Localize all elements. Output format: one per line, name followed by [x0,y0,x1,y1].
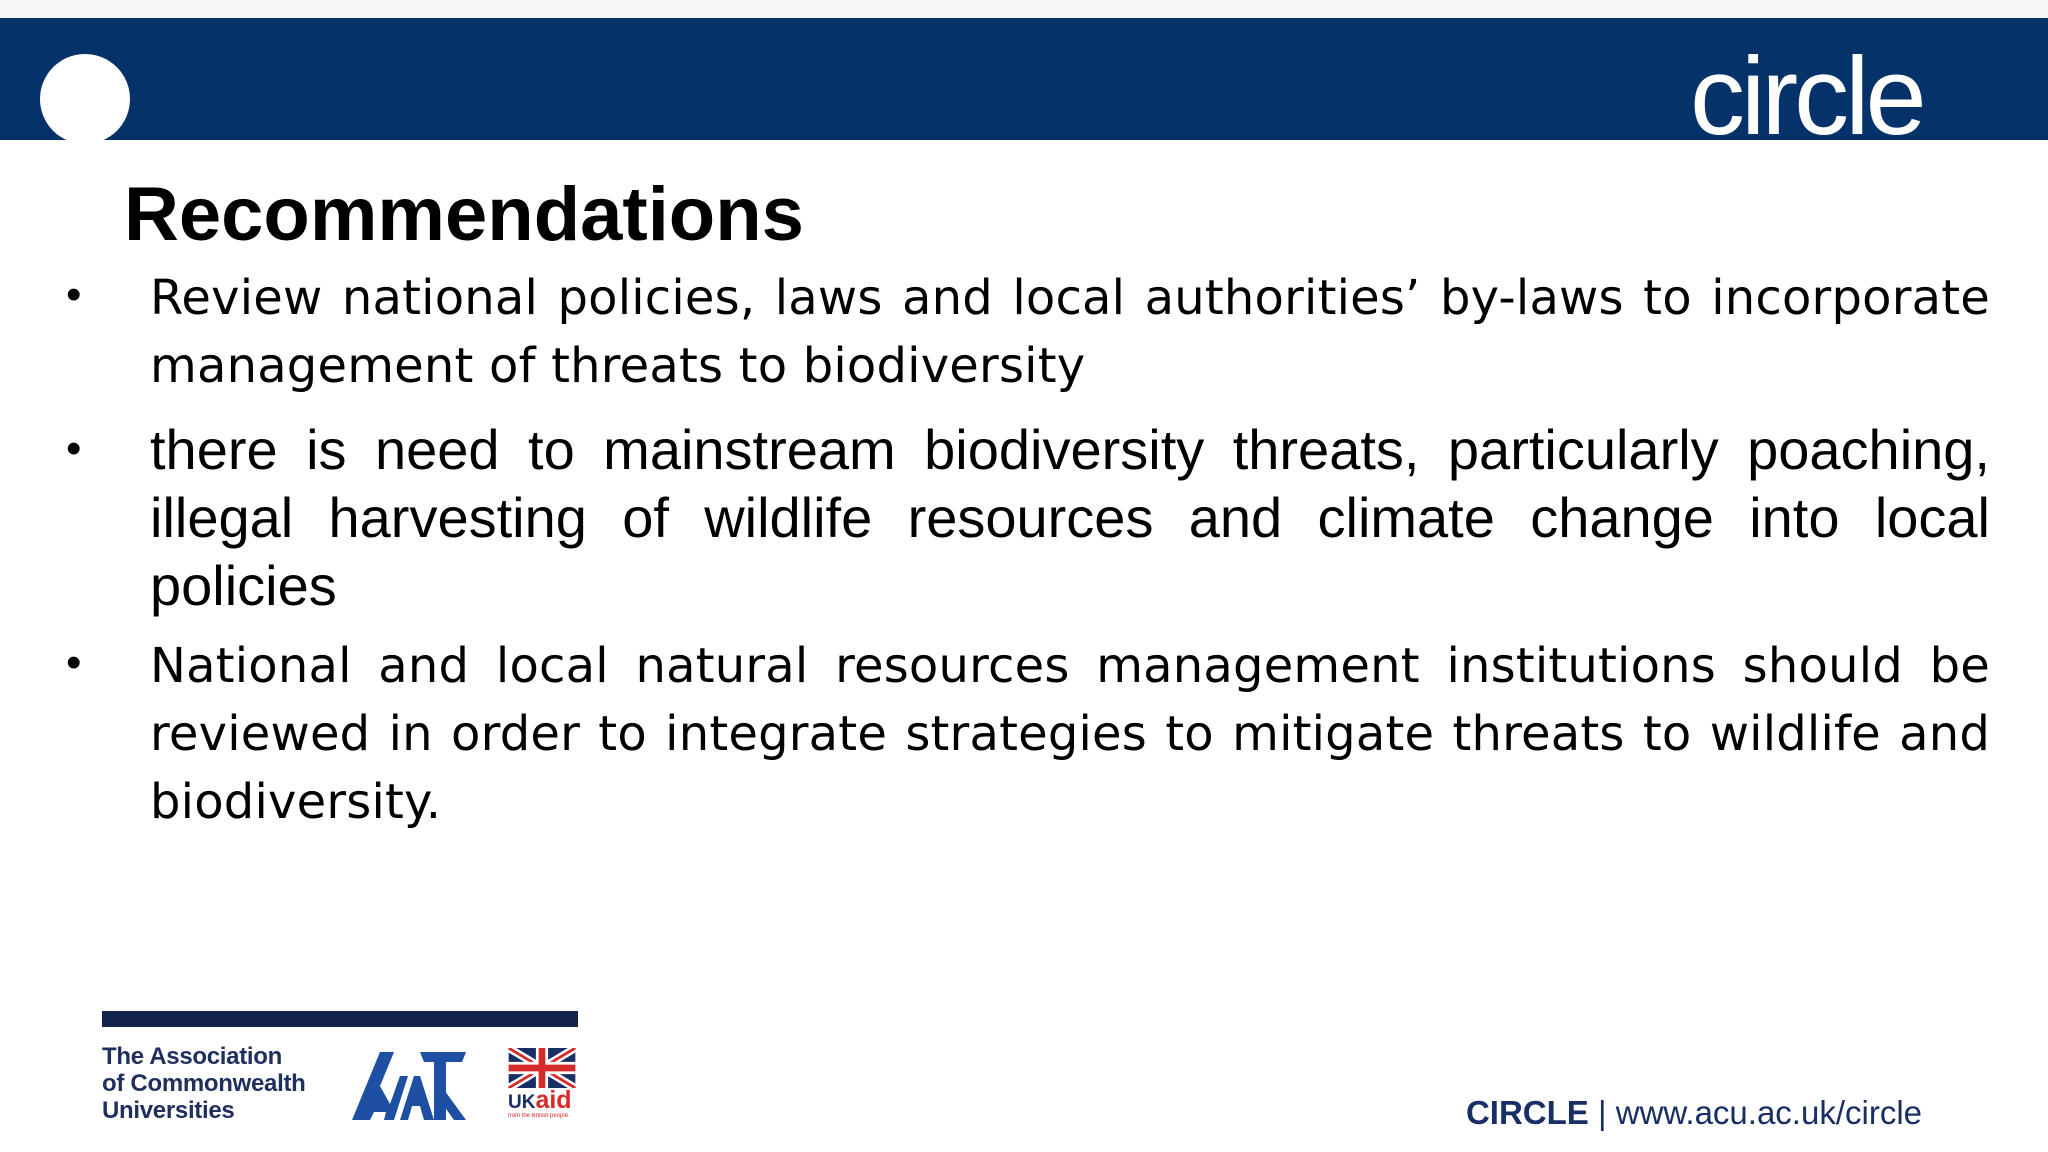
site-url[interactable]: www.acu.ac.uk/circle [1615,1094,1922,1131]
header-banner [0,18,2048,152]
bullet-dot-icon: • [66,638,82,687]
acu-line: Universities [102,1097,235,1124]
bullet-text: Review national policies, laws and local authorities’ by-laws to incorporate management of threats to biodiversity [150,270,1990,394]
top-strip [0,0,2048,18]
site-separator: | [1588,1094,1616,1131]
white-circle-icon [40,54,130,144]
acu-logo-icon [350,1046,468,1122]
bullet-list [66,264,1990,836]
ukaid-wordmark [508,1088,588,1115]
bullet-item [66,632,1990,836]
circle-logo-text: circle [1690,42,1923,152]
acu-line: of Commonwealth [102,1070,306,1097]
circle-logo-icon [1690,42,1950,152]
bullet-dot-icon: • [66,270,82,319]
slide-title: Recommendations [124,172,804,257]
bullet-text: there is need to mainstream biodiversity threats, particularly poaching, illegal harvesting of wildlife resources and climate change into local policies [150,418,1990,617]
ukaid-uk: UK [508,1092,536,1113]
footer-divider [102,1011,578,1027]
ukaid-tagline: from the British people [508,1113,569,1119]
acu-line: The Association [102,1043,282,1070]
bullet-item [66,416,1990,632]
site-brand: CIRCLE [1465,1094,1589,1131]
bullet-text: National and local natural resources management institutions should be reviewed in order to integrate strategies to mitigate threats to wildlife and biodiversity. [150,638,1990,830]
bullet-item [66,264,1990,416]
acu-name [102,1043,342,1124]
bullet-dot-icon: • [66,424,82,473]
ukaid-aid: aid [535,1086,572,1114]
union-flag-icon [508,1048,576,1088]
footer-site [1466,1093,1922,1133]
